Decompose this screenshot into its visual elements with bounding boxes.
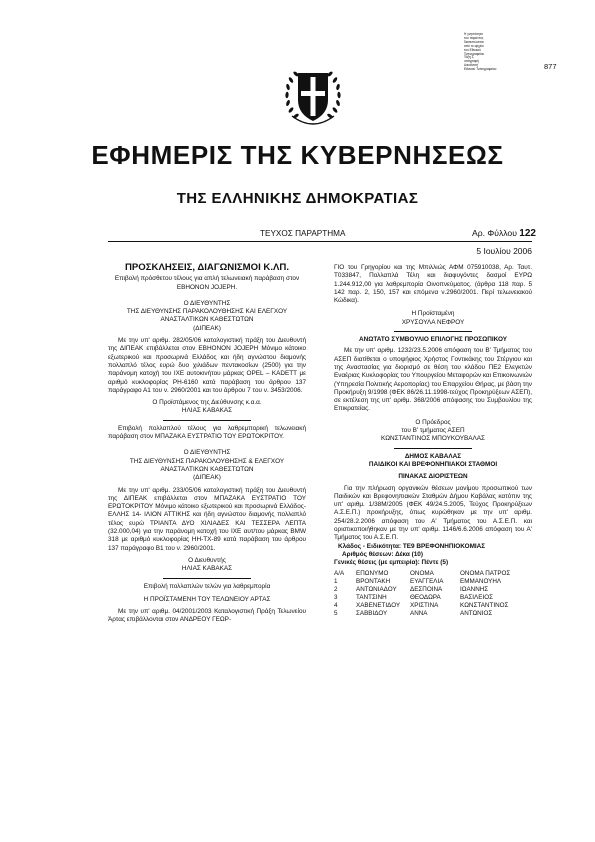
greek-coat-of-arms-icon — [282, 64, 344, 130]
table-cell: ΒΡΟΝΤΑΚΗ — [356, 577, 391, 585]
table-cell: 2 — [334, 585, 338, 593]
notice-body: Για την πλήρωση οργανικών θέσεων μονίμου προσωπικού των Παιδικών και Βρεφονηπιακών Σταθμών Δήμου Καβάλας κατόπιν της υπ' αριθμ. 1/38Μ/2005 (ΦΕΚ 49/24.5.2005, Τεύχος Προκηρύξεων Α.Σ.Ε.Π.) προκήρυξης, όπως κυρώθηκαν με την υπ' αριθμ. 254/28.2.2006 απόφαση του Α' Τμήματος του Α.Σ.Ε.Π. και οριστικοποιήθηκαν με την υπ' αριθμ. 1146/6.6.2006 απόφαση του Α' Τμήματος του Α.Σ.Ε.Π. — [334, 484, 532, 542]
stamp-line: του Εθνικού — [464, 47, 481, 52]
authority-title: ΑΝΑΣΤΑΛΤΙΚΩΝ ΚΑΘΕΣΤΩΤΩΝ — [160, 316, 254, 324]
column-header: ΟΝΟΜΑ — [410, 569, 434, 577]
stamp-line: από το αρχείο — [464, 43, 484, 48]
signatory-role: Ο Διευθυντής — [188, 556, 226, 564]
table-row — [334, 578, 510, 586]
divider — [163, 420, 251, 421]
signatory-name: ΧΡΥΣΟΥΛΑ ΝΕΦΡΟΥ — [401, 318, 465, 326]
table-row — [334, 610, 510, 618]
column-header: ΟΝΟΜΑ ΠΑΤΡΟΣ — [460, 569, 511, 577]
signatory-name: ΗΛΙΑΣ ΚΑΒΑΚΑΣ — [181, 407, 233, 415]
seats-label: Αριθμός θέσεων: Δέκα (10) — [342, 550, 423, 558]
section-heading: ΠΙΝΑΚΑΣ ΔΙΟΡΙΣΤΕΩΝ — [398, 473, 468, 481]
table-cell: 4 — [334, 601, 338, 609]
stamp-line: Τυπογραφείου — [464, 51, 485, 56]
table-row — [334, 602, 510, 610]
signatory-role: Η Προϊσταμένη — [411, 310, 455, 318]
authority-title: Η ΠΡΟΪΣΤΑΜΕΝΗ ΤΟΥ ΤΕΛΩΝΕΙΟΥ ΑΡΤΑΣ — [143, 595, 271, 603]
right-column — [334, 264, 532, 618]
authority-title: ΑΝΑΣΤΑΛΤΙΚΩΝ ΚΑΘΕΣΤΩΤΩΝ — [160, 465, 254, 473]
stamp-line: Τάξη 1, — [464, 55, 475, 60]
issue-type: ΤΕΥΧΟΣ ΠΑΡΑΡΤΗΜΑ — [260, 229, 346, 238]
signatory-name: ΚΩΝΣΤΑΝΤΙΝΟΣ ΜΠΟΥΚΟΥΒΑΛΑΣ — [381, 435, 485, 443]
table-header-row — [334, 570, 510, 578]
stamp-line: διαπιστώνεται — [464, 39, 484, 44]
table-cell: ΒΑΣΙΛΕΙΟΣ — [460, 593, 493, 601]
signatory-role: Ο Προϊστάμενος της Διεύθυνσης κ.α.α. — [152, 399, 262, 407]
authority-title: Ο ΔΙΕΥΘΥΝΤΗΣ — [183, 449, 231, 457]
authenticity-stamp — [464, 33, 522, 72]
authority-title: ΤΗΣ ΔΙΕΥΘΥΝΣΗΣ ΠΑΡΑΚΟΛΟΥΘΗΣΗΣ & ΕΛΕΓΧΟΥ — [129, 457, 285, 465]
sheet-number: 122 — [519, 228, 536, 239]
stamp-line: υπογραφή — [464, 59, 479, 64]
left-column — [108, 264, 306, 625]
table-cell: ΚΩΝΣΤΑΝΤΙΝΟΣ — [460, 601, 509, 609]
notice-body-continued: ΓΙΟ του Γρηγορίου και της Μπιλλιώς ΑΦΜ 075910038, Αρ. Ταυτ. Τ033847, Πολλαπλά Τέλη και διαφυγόντες δασμοί ΕΥΡΩ 1.244.912,00 για λαθρεμπορία Οινοπνεύματος. (άρθρα 118 παρ. 5 142 παρ. 2, 150, 157 και επόμενα ν.2960/2001. Περί τελωνειακού Κώδικα). — [334, 264, 532, 305]
section-heading: ΠΑΙΔΙΚΟΙ ΚΑΙ ΒΡΕΦΟΝΗΠΙΑΚΟΙ ΣΤΑΘΜΟΙ — [368, 460, 498, 468]
table-cell: 5 — [334, 609, 338, 617]
table-cell: ΑΝΤΩΝΙΟΣ — [460, 609, 493, 617]
stamp-line: Η γνησιότητα — [464, 32, 483, 36]
authority-title: Ο ΔΙΕΥΘΥΝΤΗΣ — [183, 299, 231, 307]
section-heading: ΔΗΜΟΣ ΚΑΒΑΛΑΣ — [404, 452, 462, 460]
signatory-name: ΗΛΙΑΣ ΚΑΒΑΚΑΣ — [181, 565, 233, 573]
table-row — [334, 594, 510, 602]
divider — [163, 578, 251, 579]
table-cell: ΙΩΑΝΝΗΣ — [460, 585, 489, 593]
table-cell: ΑΝΝΑ — [410, 609, 428, 617]
table-cell: ΧΑΒΕΝΕΤΙΔΟΥ — [356, 601, 401, 609]
authority-title: ΤΗΣ ΔΙΕΥΘΥΝΣΗΣ ΠΑΡΑΚΟΛΟΥΘΗΣΗΣ ΚΑΙ ΕΛΕΓΧΟΥ — [126, 308, 288, 316]
table-cell: ΤΑΝΤΣΙΝΗ — [356, 593, 387, 601]
notice-body: Με την υπ' αριθμ. 282/05/06 καταλογιστική πράξη του Διευθυντή της ΔΙΠΕΑΚ επιβάλλεται στον EBHONON JOJEPH Μόνιμο κάτοικο εξωτερικού και προσωρινά Ελλάδος και ήδη αγνώστου διαμονής πολλαπλό τέλος ευρώ δυο χιλιάδων πεντακοσίων (2500) για την παράνομη κατοχή του ΙΧΕ αυτοκινήτου μάρκας OPEL – KADETT με αριθμό κυκλοφορίας ΡΗ-6160 κατά παράβαση του άρθρου 137 παράγραφο Α1 του ν. 2960/2001 και του άρθρου 7 του ν. 3453/2006. — [108, 337, 306, 394]
section-heading: ΠΡΟΣΚΛΗΣΕΙΣ, ΔΙΑΓΩΝΙΣΜΟΙ Κ.ΛΠ. — [124, 262, 290, 273]
table-cell: ΕΜΜΑΝΟΥΗΛ — [460, 577, 502, 585]
table-cell: ΘΕΟΔΩΡΑ — [410, 593, 441, 601]
gazette-title: ΕΦΗΜΕΡΙΣ ΤΗΣ ΚΥΒΕΡΝΗΣΕΩΣ — [91, 140, 504, 170]
divider — [394, 331, 472, 332]
signatory-role: του Β' τμήματος ΑΣΕΠ — [401, 427, 465, 435]
appointees-table — [334, 570, 510, 618]
table-cell: ΑΝΤΩΝΙΑΔΟΥ — [356, 585, 397, 593]
column-header: Α/Α — [334, 569, 345, 577]
header-rule — [108, 241, 532, 242]
page-number: 877 — [544, 62, 557, 71]
table-row — [334, 586, 510, 594]
table-cell: ΧΡΙΣΤΙΝΑ — [410, 601, 439, 609]
table-cell: ΕΥΑΓΓΕΛΙΑ — [410, 577, 444, 585]
notice-intro: Επιβολή πολλαπλών τελών για λαθρεμπορία — [143, 582, 271, 590]
section-heading: ΑΝΩΤΑΤΟ ΣΥΜΒΟΥΛΙΟ ΕΠΙΛΟΓΗΣ ΠΡΟΣΩΠΙΚΟΥ — [358, 336, 508, 344]
signatory-role: Ο Πρόεδρος — [415, 418, 451, 426]
stamp-line: Εθνικού Τυπογραφείου — [464, 67, 497, 72]
notice-body: Με την υπ' αριθμ. 1232/23.5.2006 απόφαση του Β' Τμήματος του ΑΣΕΠ διατίθεται ο υποψήφιος Χρήστος Γοντικάκης του Στέργιου και της Αναστασίας για διορισμό σε θέση του κλάδου ΠΕ2 Ελεγκτών Εναέριας Κυκλοφορίας του Υπουργείου Μεταφορών και Επικοινωνιών (Υπηρεσία Πολιτικής Αεροπορίας) του Επαρχείου Θήρας, με βάση την Προκήρυξη 9/1998 (ΦΕΚ 86/26.11.1998-τεύχος Προκηρύξεων ΑΣΕΠ), σε εκτέλεση της υπ' αριθμ. 368/2006 απόφασης του Συμβουλίου της Επικρατείας. — [334, 347, 532, 413]
stamp-line: του παρόντος — [464, 35, 484, 40]
authority-title: (ΔΙΠΕΑΚ) — [193, 474, 221, 482]
gazette-subtitle: ΤΗΣ ΕΛΛΗΝΙΚΗΣ ΔΗΜΟΚΡΑΤΙΑΣ — [176, 190, 419, 207]
authority-title: (ΔΙΠΕΑΚ) — [193, 324, 221, 332]
sheet-number-label — [472, 228, 536, 239]
notice-body: Με την υπ' αριθμ. 04/2001/2003 Καταλογιστική Πράξη Τελωνείου Άρτας επιβάλλονται στον ΑΝΔΡΕΟΥ ΓΕΩΡ- — [108, 608, 306, 624]
notice-intro: Επιβολή πολλαπλού τέλους για λαθρεμπορική τελωνειακή παράβαση στον ΜΠΑΖΑΚΑ ΕΥΣΤΡΑΤΙΟ ΤΟΥ ΕΡΩΤΟΚΡΙΤΟΥ. — [108, 424, 306, 441]
branch-label: Κλάδος - Ειδικότητα: ΤΕ9 ΒΡΕΦΟΝΗΠΙΟΚΟΜΙΑΣ — [338, 542, 486, 550]
divider — [394, 448, 472, 449]
stamp-line: Διευθυντή — [464, 63, 479, 68]
general-seats-label: Γενικές θέσεις (με εμπειρία): Πέντε (5) — [334, 559, 449, 567]
table-cell: 1 — [334, 577, 338, 585]
table-cell: ΔΕΣΠΟΙΝΑ — [410, 585, 443, 593]
table-cell: 3 — [334, 593, 338, 601]
sheet-label: Αρ. Φύλλου — [472, 228, 517, 238]
notice-intro: Επιβολή πρόσθετου τέλους για απλή τελωνειακή παράβαση στον EBHONON JOJEPH. — [114, 275, 300, 291]
notice-body: Με την υπ' αριθμ. 233/05/06 καταλογιστική πράξη του Διευθυντή της ΔΙΠΕΑΚ επιβάλλεται στον ΜΠΑΖΑΚΑ ΕΥΣΤΡΑΤΙΟ ΤΟΥ ΕΡΩΤΟΚΡΙΤΟΥ Μόνιμο κάτοικο εξωτερικού και προσωρινά Ελλάδος-ΕΛΛΗΣ 14- ΙΛΙΟΝ ΑΤΤΙΚΗΣ και ήδη αγνώστου διαμονής πολλαπλό τέλος ευρώ ΤΡΙΑΝΤΑ ΔΥΟ ΧΙΛΙΑΔΕΣ ΚΑΙ ΤΕΣΣΕΡΑ ΛΕΠΤΑ (32.000,04) για την παράνομη κατοχή του ΙΧΕ αυτ/του μάρκας BMW 318 με αριθμό κυκλοφορίας ΗΗ-ΤΧ-89 κατά παράβαση του άρθρου 137 παράγραφο Β1 του ν. 2960/2001. — [108, 486, 306, 552]
issue-date: 5 Ιουλίου 2006 — [476, 246, 532, 256]
table-cell: ΣΑΒΒΙΔΟΥ — [356, 609, 388, 617]
column-header: ΕΠΩΝΥΜΟ — [356, 569, 389, 577]
